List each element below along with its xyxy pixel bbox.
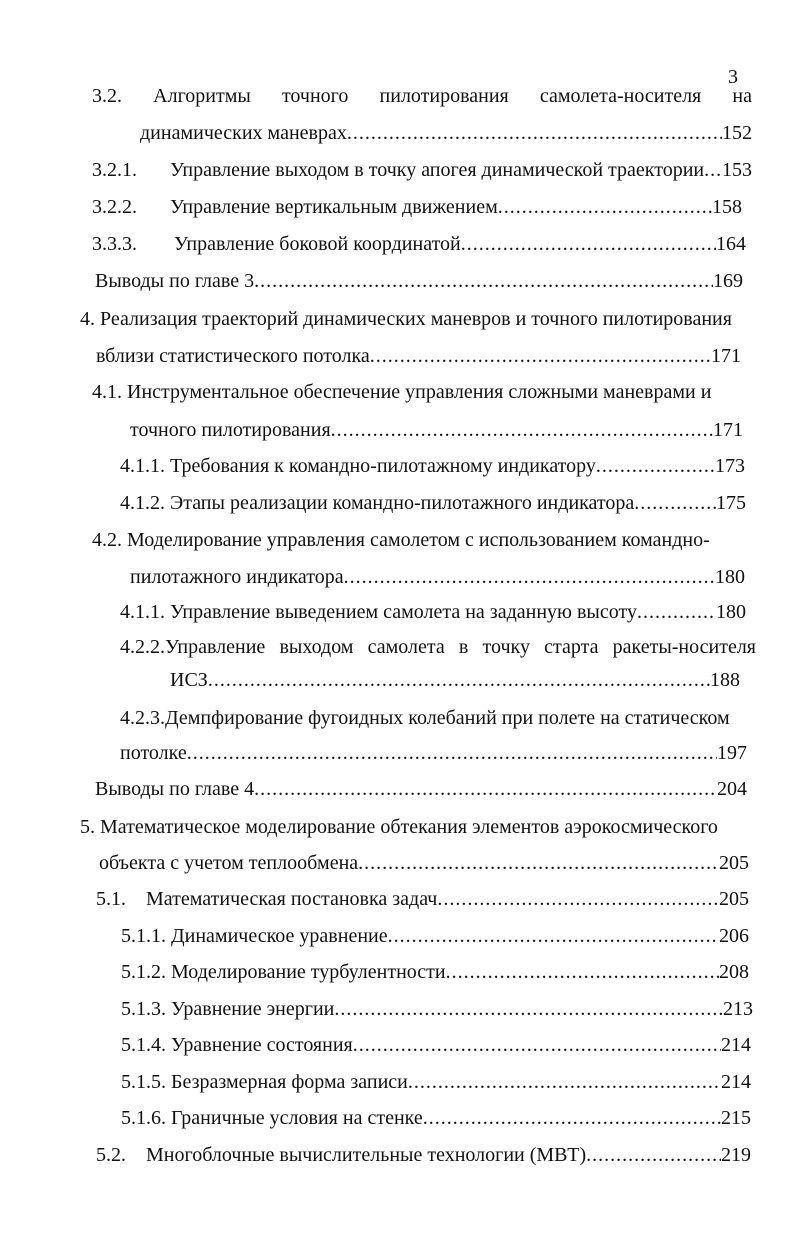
entry-page: 171 <box>713 419 743 441</box>
entry-title: 4. Реализация траекторий динамических маневров и точного пилотирования <box>80 308 732 330</box>
entry-word: Алгоритмы <box>153 85 251 107</box>
toc-entry-4-1 <box>92 378 752 406</box>
entry-title: 5. Математическое моделирование обтекания элементов аэрокосмического <box>80 816 718 838</box>
entry-title: 4.1. Инструментальное обеспечение управления сложными маневрами и <box>92 381 712 403</box>
entry-title: точного пилотирования <box>130 419 331 441</box>
entry-word: в <box>458 636 469 658</box>
toc-entry-4-1-1 <box>120 452 745 480</box>
toc-conclusions-4 <box>95 775 747 803</box>
leader-dots <box>331 416 713 444</box>
toc-entry-5-1-5 <box>121 1068 751 1096</box>
leader-dots <box>187 739 717 767</box>
toc-entry-5-1-3 <box>121 995 753 1023</box>
entry-number: 3.3.3. <box>92 233 137 255</box>
entry-page: 214 <box>721 1071 751 1093</box>
toc-entry-5-1-2 <box>121 958 749 986</box>
entry-page: 169 <box>713 270 743 292</box>
entry-word: ракеты-носителя <box>612 636 756 658</box>
leader-dots <box>370 342 711 370</box>
entry-title: вблизи статистического потолка <box>96 345 370 367</box>
leader-dots <box>388 922 719 950</box>
entry-title: 4.2. Моделирование управления самолетом с использованием командно- <box>92 529 710 551</box>
entry-title: Выводы по главе 4 <box>95 778 255 800</box>
toc-entry-4-1-1-b <box>120 598 746 626</box>
page-number: 3 <box>728 66 738 88</box>
leader-dots <box>358 849 719 877</box>
entry-title: 4.2.3.Демпфирование фугоидных колебаний при полете на статическом <box>120 707 730 729</box>
entry-page: 214 <box>721 1034 751 1056</box>
entry-page: 215 <box>721 1107 751 1129</box>
toc-chapter-4 <box>80 305 750 333</box>
entry-word: 4.2.2.Управление <box>120 636 266 658</box>
entry-page: 197 <box>717 742 747 764</box>
leader-dots <box>446 958 719 986</box>
leader-dots <box>596 452 715 480</box>
entry-title: 5.1.3. Уравнение энергии <box>121 998 335 1020</box>
entry-page: 180 <box>715 566 745 588</box>
toc-chapter-5 <box>80 813 756 841</box>
entry-page: 180 <box>716 601 746 623</box>
entry-number: 5.2. <box>96 1144 126 1166</box>
entry-title: потолке <box>120 742 187 764</box>
leader-dots <box>704 156 722 184</box>
toc-entry-4-2-2-cont <box>170 666 740 694</box>
toc-chapter-5-cont <box>99 849 749 877</box>
leader-dots <box>344 563 715 591</box>
toc-entry-4-2-2 <box>120 633 756 661</box>
leader-dots <box>637 598 716 626</box>
toc-entry-5-1-6 <box>121 1104 751 1132</box>
toc-entry-4-2 <box>92 526 752 554</box>
entry-title: Управление вертикальным движением <box>170 196 498 218</box>
toc-entry-3-2-1 <box>92 156 752 184</box>
entry-word: самолета-носителя <box>539 85 702 107</box>
toc-entry-4-2-3 <box>120 704 756 732</box>
toc-entry-4-2-cont <box>130 563 745 591</box>
entry-word: на <box>732 85 752 107</box>
entry-page: 188 <box>710 669 740 691</box>
entry-title: Математическая постановка задач <box>146 888 438 910</box>
toc-entry-3-2-cont <box>140 119 752 147</box>
entry-title: 4.1.1. Управление выведением самолета на заданную высоту <box>120 601 637 623</box>
entry-page: 206 <box>719 925 749 947</box>
entry-title: 5.1.5. Безразмерная форма записи <box>121 1071 408 1093</box>
toc-conclusions-3 <box>95 267 743 295</box>
leader-dots <box>586 1141 721 1169</box>
entry-number: 3.2.2. <box>92 196 137 218</box>
entry-title: 5.1.6. Граничные условия на стенке <box>121 1107 423 1129</box>
entry-page: 205 <box>719 852 749 874</box>
toc-entry-5-2 <box>96 1141 751 1169</box>
entry-title: 5.1.2. Моделирование турбулентности <box>121 961 446 983</box>
leader-dots <box>334 995 723 1023</box>
entry-page: 153 <box>722 159 752 181</box>
toc-entry-5-1-4 <box>121 1031 751 1059</box>
entry-page: 208 <box>719 961 749 983</box>
entry-title: объекта с учетом теплообмена <box>99 852 359 874</box>
toc-entry-5-1-1 <box>121 922 749 950</box>
entry-page: 175 <box>716 492 746 514</box>
leader-dots <box>353 1031 721 1059</box>
entry-title: Выводы по главе 3 <box>95 270 255 292</box>
entry-page: 152 <box>722 122 752 144</box>
entry-word: пилотирования <box>379 85 509 107</box>
entry-page: 158 <box>712 196 742 218</box>
entry-word: точного <box>281 85 349 107</box>
entry-title: 5.1.4. Уравнение состояния <box>121 1034 353 1056</box>
entry-title: пилотажного индикатора <box>130 566 344 588</box>
toc-entry-4-2-3-cont <box>120 739 747 767</box>
toc-entry-4-1-2 <box>120 489 746 517</box>
leader-dots <box>423 1104 721 1132</box>
toc-entry-4-1-cont <box>130 416 743 444</box>
leader-dots <box>498 193 712 221</box>
entry-title: 4.1.1. Требования к командно-пилотажному индикатору <box>120 455 596 477</box>
entry-page: 164 <box>716 233 746 255</box>
leader-dots <box>634 489 716 517</box>
entry-title: ИСЗ <box>170 669 208 691</box>
entry-number: 3.2.1. <box>92 159 137 181</box>
leader-dots <box>254 775 717 803</box>
entry-title: Управление выходом в точку апогея динамической траектории <box>170 159 705 181</box>
leader-dots <box>208 666 710 694</box>
entry-page: 205 <box>719 888 749 910</box>
entry-word: точку <box>482 636 530 658</box>
entry-title: 5.1.1. Динамическое уравнение <box>121 925 388 947</box>
entry-title: Многоблочные вычислительные технологии (МВТ) <box>146 1144 587 1166</box>
entry-word: старта <box>544 636 599 658</box>
toc-entry-3-3-3 <box>92 230 746 258</box>
leader-dots <box>408 1068 721 1096</box>
leader-dots <box>347 119 722 147</box>
entry-number: 5.1. <box>96 888 126 910</box>
entry-page: 204 <box>717 778 747 800</box>
entry-page: 219 <box>721 1144 751 1166</box>
entry-word: выходом <box>279 636 354 658</box>
toc-entry-3-2 <box>92 82 752 110</box>
entry-title: динамических маневрах <box>140 122 347 144</box>
leader-dots <box>461 230 716 258</box>
toc-entry-3-2-2 <box>92 193 742 221</box>
toc-chapter-4-cont <box>96 342 741 370</box>
toc-entry-5-1 <box>96 885 749 913</box>
leader-dots <box>437 885 719 913</box>
entry-page: 171 <box>711 345 741 367</box>
entry-word: самолета <box>367 636 445 658</box>
entry-title: 4.1.2. Этапы реализации командно-пилотажного индикатора <box>120 492 635 514</box>
entry-title: Управление боковой координатой <box>174 233 461 255</box>
leader-dots <box>254 267 713 295</box>
entry-page: 213 <box>723 998 753 1020</box>
entry-page: 173 <box>715 455 745 477</box>
entry-number: 3.2. <box>92 85 122 107</box>
